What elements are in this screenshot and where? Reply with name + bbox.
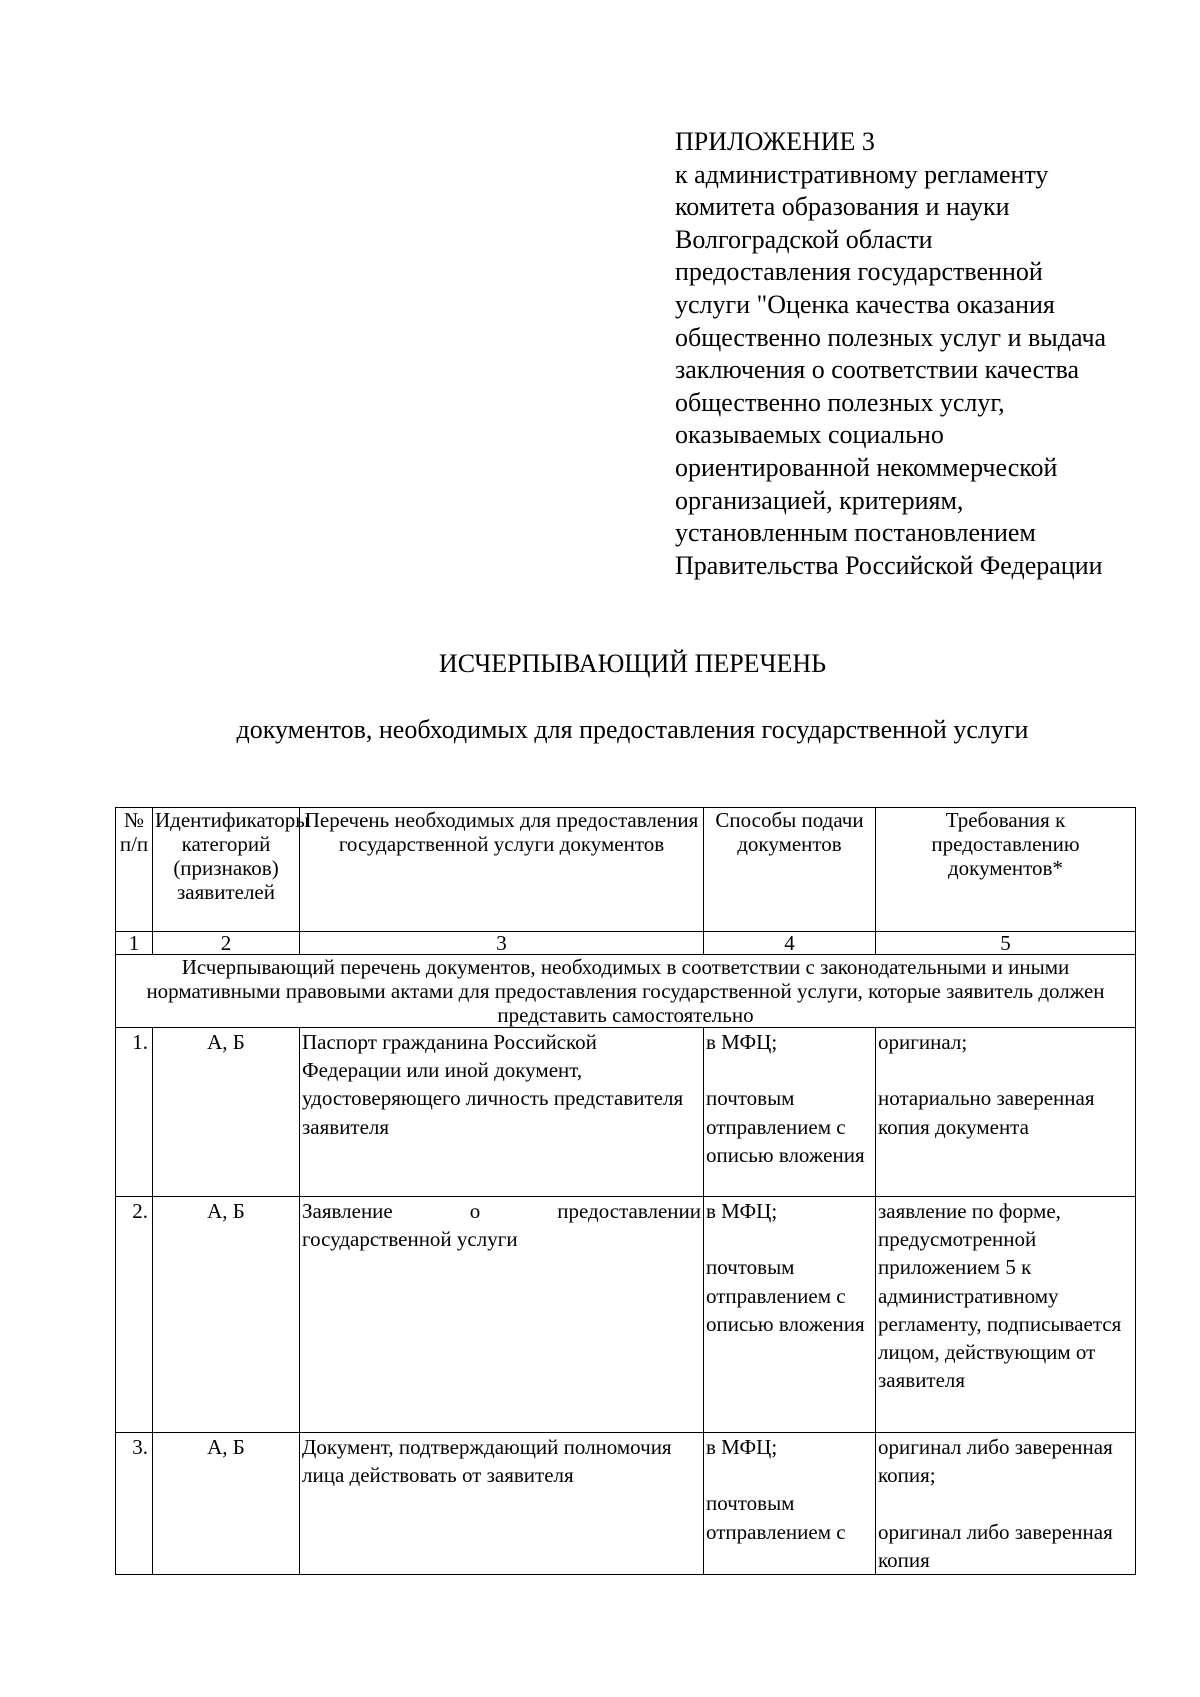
appendix-line: комитета образования и науки <box>675 192 1010 222</box>
row-requirements <box>876 1197 1136 1433</box>
appendix-line: Волгоградской области <box>675 224 933 254</box>
header-reqs: Требования к предоставлению документов* <box>876 808 1136 932</box>
row-num: 3. <box>116 1433 153 1575</box>
row-document: Документ, подтверждающий полномочия лица действовать от заявителя <box>300 1433 704 1575</box>
table-row <box>116 1433 1136 1575</box>
appendix-line: организацией, критериям, <box>675 485 964 515</box>
requirement: оригинал либо заверенная копия <box>878 1519 1113 1572</box>
column-number: 5 <box>876 932 1136 955</box>
row-requirements <box>876 1433 1136 1575</box>
document-subtitle: документов, необходимых для предоставления государственной услуги <box>236 715 1029 744</box>
appendix-line: общественно полезных услуг, <box>675 387 1005 417</box>
appendix-block <box>675 126 1175 582</box>
row-num: 1. <box>116 1028 153 1197</box>
appendix-line: услуги "Оценка качества оказания <box>675 289 1055 319</box>
document-title: ИСЧЕРПЫВАЮЩИЙ ПЕРЕЧЕНЬ <box>438 649 827 678</box>
appendix-line: установленным постановлением <box>675 518 1036 548</box>
row-ways <box>704 1197 876 1433</box>
row-document <box>300 1197 704 1433</box>
way-post: почтовым отправлением с описью вложения <box>706 1086 865 1167</box>
row-ident: А, Б <box>153 1028 300 1197</box>
column-number: 1 <box>116 932 153 955</box>
spacer <box>706 1225 873 1253</box>
requirement: оригинал либо заверенная копия; <box>878 1435 1113 1488</box>
appendix-line: заключения о соответствии качества <box>675 355 1080 385</box>
row-ident: А, Б <box>153 1197 300 1433</box>
column-number: 3 <box>300 932 704 955</box>
column-number: 4 <box>704 932 876 955</box>
appendix-line: Правительства Российской Федерации <box>675 550 1103 580</box>
requirement: оригинал; <box>878 1030 968 1054</box>
document-line: государственной услуги <box>302 1227 518 1252</box>
requirement: нотариально заверенная копия документа <box>878 1086 1095 1139</box>
requirement: заявление по форме, предусмотренной приложением 5 к административному регламенту, подписывается лицом, действующим от заявителя <box>878 1199 1122 1393</box>
section-row <box>116 955 1136 1028</box>
row-document: Паспорт гражданина Российской Федерации или иной документ, удостоверяющего личность представителя заявителя <box>300 1028 704 1197</box>
spacer <box>706 1056 873 1084</box>
way-mfc: в МФЦ; <box>706 1030 778 1054</box>
column-number-row <box>116 932 1136 955</box>
spacer <box>878 1489 1133 1517</box>
row-num: 2. <box>116 1197 153 1433</box>
spacer <box>878 1056 1133 1084</box>
table-row <box>116 1028 1136 1197</box>
appendix-line: к административному регламенту <box>675 159 1049 189</box>
way-post: почтовым отправлением с <box>706 1491 846 1544</box>
table-row <box>116 1197 1136 1433</box>
section-title: Исчерпывающий перечень документов, необходимых в соответствии с законодательными и иными нормативными правовыми актами для предоставления государственной услуги, которые заявитель должен представить самостоятельно <box>116 955 1136 1028</box>
row-requirements <box>876 1028 1136 1197</box>
appendix-line: предоставления государственной <box>675 257 1043 287</box>
row-ident: А, Б <box>153 1433 300 1575</box>
header-num: № п/п <box>116 808 153 932</box>
header-ident: Идентификаторы категорий (признаков) заявителей <box>153 808 300 932</box>
appendix-line: оказываемых социально <box>675 420 944 450</box>
way-post: почтовым отправлением с описью вложения <box>706 1255 865 1336</box>
column-number: 2 <box>153 932 300 955</box>
header-list: Перечень необходимых для предоставления государственной услуги документов <box>300 808 704 932</box>
appendix-line: ориентированной некоммерческой <box>675 452 1058 482</box>
header-ways: Способы подачи документов <box>704 808 876 932</box>
spacer <box>706 1461 873 1489</box>
way-mfc: в МФЦ; <box>706 1435 778 1459</box>
row-ways <box>704 1028 876 1197</box>
appendix-line: ПРИЛОЖЕНИЕ 3 <box>675 127 875 156</box>
table-header-row <box>116 808 1136 932</box>
documents-table <box>115 807 1136 1575</box>
way-mfc: в МФЦ; <box>706 1199 778 1223</box>
row-ways <box>704 1433 876 1575</box>
appendix-line: общественно полезных услуг и выдача <box>675 322 1107 352</box>
document-line: Заявление о предоставлении <box>302 1199 701 1223</box>
